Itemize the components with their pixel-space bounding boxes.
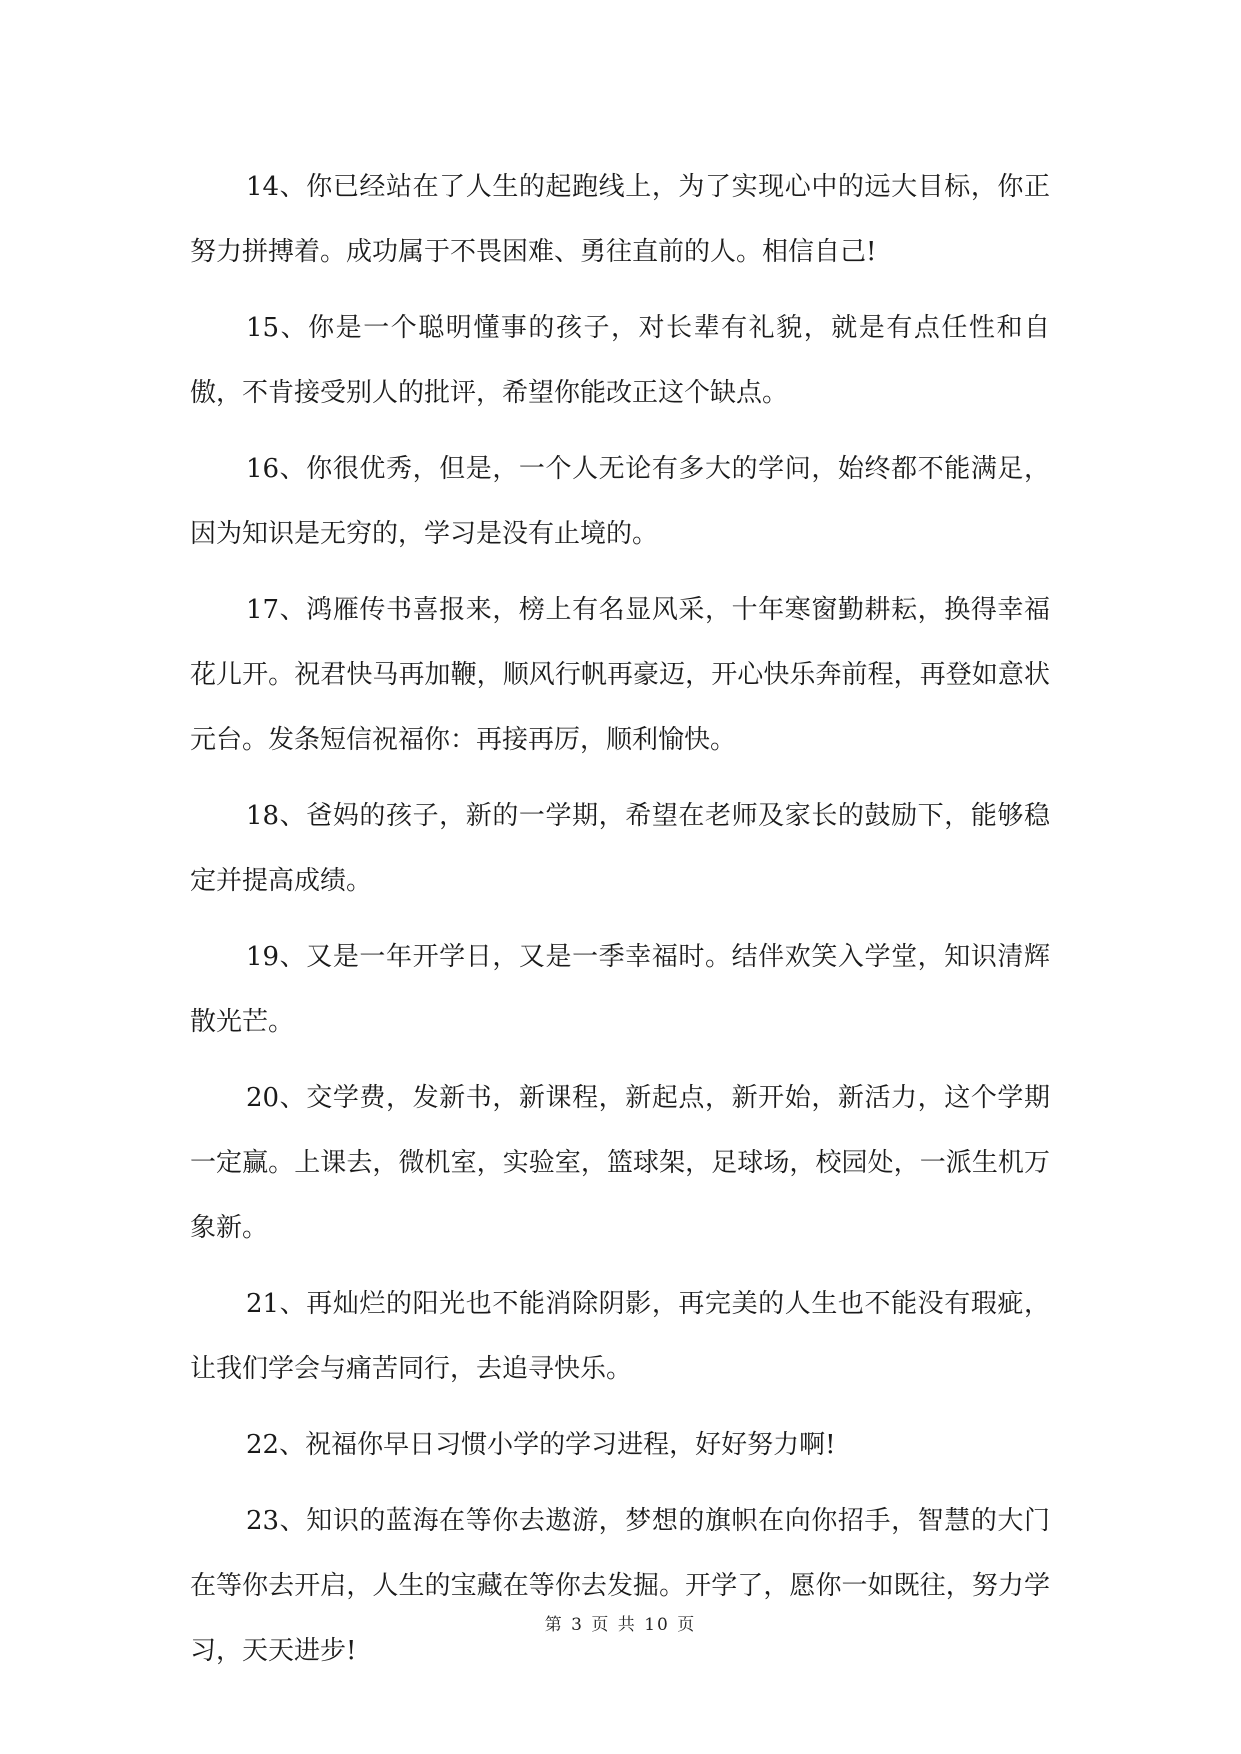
paragraph-23: 23、知识的蓝海在等你去遨游，梦想的旗帜在向你招手，智慧的大门在等你去开启，人生的宝藏在等你去发掘。开学了，愿你一如既往，努力学习，天天进步! bbox=[190, 1506, 1050, 1666]
document-body bbox=[190, 155, 1050, 1695]
paragraph-17: 17、鸿雁传书喜报来，榜上有名显风采，十年寒窗勤耕耘，换得幸福花儿开。祝君快马再加鞭，顺风行帆再豪迈，开心快乐奔前程，再登如意状元台。发条短信祝福你：再接再厉，顺利愉快。 bbox=[190, 595, 1050, 755]
page-number-footer: 第 3 页 共 10 页 bbox=[544, 1615, 697, 1635]
paragraph-16: 16、你很优秀，但是，一个人无论有多大的学问，始终都不能满足，因为知识是无穷的，学习是没有止境的。 bbox=[190, 454, 1050, 549]
paragraph-21: 21、再灿烂的阳光也不能消除阴影，再完美的人生也不能没有瑕疵，让我们学会与痛苦同行，去追寻快乐。 bbox=[190, 1289, 1050, 1384]
paragraph-15: 15、你是一个聪明懂事的孩子，对长辈有礼貌，就是有点任性和自傲，不肯接受别人的批评，希望你能改正这个缺点。 bbox=[190, 313, 1050, 408]
paragraph-18: 18、爸妈的孩子，新的一学期，希望在老师及家长的鼓励下，能够稳定并提高成绩。 bbox=[190, 801, 1050, 896]
paragraph-14: 14、你已经站在了人生的起跑线上，为了实现心中的远大目标，你正努力拼搏着。成功属于不畏困难、勇往直前的人。相信自己! bbox=[190, 172, 1050, 267]
paragraph-22: 22、祝福你早日习惯小学的学习进程，好好努力啊! bbox=[246, 1430, 836, 1460]
paragraph-20: 20、交学费，发新书，新课程，新起点，新开始，新活力，这个学期一定赢。上课去，微机室，实验室，篮球架，足球场，校园处，一派生机万象新。 bbox=[190, 1083, 1050, 1243]
paragraph-19: 19、又是一年开学日，又是一季幸福时。结伴欢笑入学堂，知识清辉散光芒。 bbox=[190, 942, 1050, 1037]
